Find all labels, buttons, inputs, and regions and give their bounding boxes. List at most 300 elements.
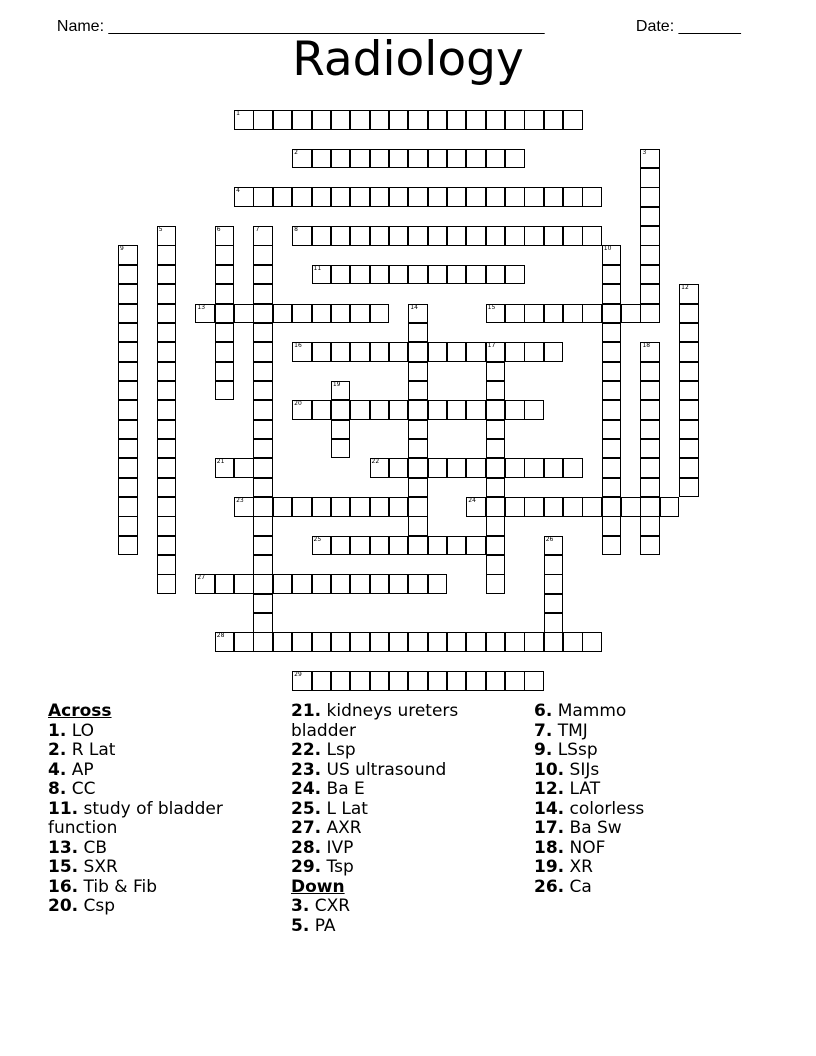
- grid-cell[interactable]: [312, 574, 332, 594]
- grid-cell[interactable]: [524, 304, 544, 324]
- grid-cell[interactable]: [370, 400, 390, 420]
- grid-cell[interactable]: [582, 304, 602, 324]
- grid-cell[interactable]: [331, 574, 351, 594]
- grid-cell[interactable]: [215, 304, 235, 324]
- grid-cell[interactable]: [370, 110, 390, 130]
- grid-cell[interactable]: [273, 187, 293, 207]
- grid-cell[interactable]: [408, 458, 428, 478]
- grid-cell[interactable]: [408, 497, 428, 517]
- grid-cell[interactable]: [524, 400, 544, 420]
- grid-cell[interactable]: [505, 304, 525, 324]
- grid-cell[interactable]: [195, 574, 215, 594]
- grid-cell[interactable]: [253, 362, 273, 382]
- grid-cell[interactable]: [602, 420, 622, 440]
- grid-cell[interactable]: [253, 187, 273, 207]
- grid-cell[interactable]: [524, 342, 544, 362]
- grid-cell[interactable]: [640, 458, 660, 478]
- grid-cell[interactable]: [118, 536, 138, 556]
- grid-cell[interactable]: [408, 381, 428, 401]
- grid-cell[interactable]: [157, 245, 177, 265]
- grid-cell[interactable]: [350, 497, 370, 517]
- grid-cell[interactable]: [312, 632, 332, 652]
- grid-cell[interactable]: [157, 362, 177, 382]
- grid-cell[interactable]: [234, 187, 254, 207]
- grid-cell[interactable]: [486, 149, 506, 169]
- grid-cell[interactable]: [118, 420, 138, 440]
- grid-cell[interactable]: [505, 458, 525, 478]
- grid-cell[interactable]: [118, 304, 138, 324]
- grid-cell[interactable]: [292, 342, 312, 362]
- grid-cell[interactable]: [253, 478, 273, 498]
- grid-cell[interactable]: [215, 284, 235, 304]
- grid-cell[interactable]: [602, 458, 622, 478]
- grid-cell[interactable]: [447, 149, 467, 169]
- grid-cell[interactable]: [428, 574, 448, 594]
- grid-cell[interactable]: [292, 632, 312, 652]
- grid-cell[interactable]: [602, 536, 622, 556]
- grid-cell[interactable]: [505, 632, 525, 652]
- grid-cell[interactable]: [331, 149, 351, 169]
- grid-cell[interactable]: [486, 555, 506, 575]
- grid-cell[interactable]: [408, 362, 428, 382]
- grid-cell[interactable]: [118, 284, 138, 304]
- grid-cell[interactable]: [679, 420, 699, 440]
- grid-cell[interactable]: [408, 110, 428, 130]
- grid-cell[interactable]: [466, 226, 486, 246]
- grid-cell[interactable]: [602, 342, 622, 362]
- grid-cell[interactable]: [428, 632, 448, 652]
- grid-cell[interactable]: [602, 362, 622, 382]
- grid-cell[interactable]: [544, 497, 564, 517]
- grid-cell[interactable]: [563, 187, 583, 207]
- grid-cell[interactable]: [118, 497, 138, 517]
- grid-cell[interactable]: [292, 187, 312, 207]
- grid-cell[interactable]: [292, 226, 312, 246]
- grid-cell[interactable]: [215, 245, 235, 265]
- grid-cell[interactable]: [640, 168, 660, 188]
- grid-cell[interactable]: [486, 400, 506, 420]
- grid-cell[interactable]: [640, 362, 660, 382]
- grid-cell[interactable]: [331, 110, 351, 130]
- grid-cell[interactable]: [408, 265, 428, 285]
- grid-cell[interactable]: [544, 226, 564, 246]
- grid-cell[interactable]: [234, 304, 254, 324]
- grid-cell[interactable]: [118, 381, 138, 401]
- grid-cell[interactable]: [331, 265, 351, 285]
- grid-cell[interactable]: [447, 536, 467, 556]
- grid-cell[interactable]: [408, 671, 428, 691]
- grid-cell[interactable]: [486, 265, 506, 285]
- grid-cell[interactable]: [312, 265, 332, 285]
- grid-cell[interactable]: [157, 555, 177, 575]
- grid-cell[interactable]: [408, 478, 428, 498]
- grid-cell[interactable]: [408, 342, 428, 362]
- grid-cell[interactable]: [544, 574, 564, 594]
- grid-cell[interactable]: [215, 265, 235, 285]
- grid-cell[interactable]: [389, 342, 409, 362]
- grid-cell[interactable]: [370, 149, 390, 169]
- grid-cell[interactable]: [350, 187, 370, 207]
- grid-cell[interactable]: [602, 400, 622, 420]
- grid-cell[interactable]: [253, 497, 273, 517]
- grid-cell[interactable]: [486, 536, 506, 556]
- grid-cell[interactable]: [350, 304, 370, 324]
- grid-cell[interactable]: [215, 632, 235, 652]
- grid-cell[interactable]: [679, 458, 699, 478]
- grid-cell[interactable]: [524, 632, 544, 652]
- grid-cell[interactable]: [640, 207, 660, 227]
- grid-cell[interactable]: [331, 671, 351, 691]
- grid-cell[interactable]: [563, 458, 583, 478]
- grid-cell[interactable]: [466, 400, 486, 420]
- grid-cell[interactable]: [640, 284, 660, 304]
- grid-cell[interactable]: [215, 458, 235, 478]
- grid-cell[interactable]: [544, 342, 564, 362]
- grid-cell[interactable]: [253, 400, 273, 420]
- grid-cell[interactable]: [350, 149, 370, 169]
- grid-cell[interactable]: [312, 342, 332, 362]
- grid-cell[interactable]: [253, 458, 273, 478]
- grid-cell[interactable]: [157, 516, 177, 536]
- grid-cell[interactable]: [312, 304, 332, 324]
- grid-cell[interactable]: [157, 478, 177, 498]
- grid-cell[interactable]: [389, 632, 409, 652]
- grid-cell[interactable]: [157, 284, 177, 304]
- grid-cell[interactable]: [370, 458, 390, 478]
- grid-cell[interactable]: [157, 304, 177, 324]
- grid-cell[interactable]: [234, 574, 254, 594]
- grid-cell[interactable]: [215, 226, 235, 246]
- grid-cell[interactable]: [234, 110, 254, 130]
- grid-cell[interactable]: [273, 574, 293, 594]
- grid-cell[interactable]: [486, 458, 506, 478]
- grid-cell[interactable]: [408, 323, 428, 343]
- grid-cell[interactable]: [640, 516, 660, 536]
- grid-cell[interactable]: [253, 439, 273, 459]
- grid-cell[interactable]: [253, 594, 273, 614]
- grid-cell[interactable]: [486, 671, 506, 691]
- grid-cell[interactable]: [331, 400, 351, 420]
- grid-cell[interactable]: [312, 226, 332, 246]
- grid-cell[interactable]: [679, 439, 699, 459]
- grid-cell[interactable]: [640, 226, 660, 246]
- grid-cell[interactable]: [253, 110, 273, 130]
- grid-cell[interactable]: [428, 226, 448, 246]
- grid-cell[interactable]: [582, 632, 602, 652]
- grid-cell[interactable]: [253, 420, 273, 440]
- grid-cell[interactable]: [118, 400, 138, 420]
- name-line[interactable]: _________________________________________________: [108, 18, 545, 35]
- grid-cell[interactable]: [350, 671, 370, 691]
- grid-cell[interactable]: [389, 226, 409, 246]
- grid-cell[interactable]: [640, 245, 660, 265]
- grid-cell[interactable]: [331, 381, 351, 401]
- grid-cell[interactable]: [428, 265, 448, 285]
- grid-cell[interactable]: [157, 458, 177, 478]
- grid-cell[interactable]: [679, 478, 699, 498]
- grid-cell[interactable]: [466, 632, 486, 652]
- grid-cell[interactable]: [350, 400, 370, 420]
- grid-cell[interactable]: [544, 613, 564, 633]
- grid-cell[interactable]: [505, 149, 525, 169]
- grid-cell[interactable]: [679, 362, 699, 382]
- grid-cell[interactable]: [544, 110, 564, 130]
- grid-cell[interactable]: [389, 110, 409, 130]
- grid-cell[interactable]: [312, 400, 332, 420]
- grid-cell[interactable]: [640, 342, 660, 362]
- grid-cell[interactable]: [350, 342, 370, 362]
- grid-cell[interactable]: [544, 458, 564, 478]
- grid-cell[interactable]: [389, 536, 409, 556]
- grid-cell[interactable]: [428, 458, 448, 478]
- grid-cell[interactable]: [524, 671, 544, 691]
- grid-cell[interactable]: [253, 265, 273, 285]
- grid-cell[interactable]: [253, 245, 273, 265]
- grid-cell[interactable]: [408, 574, 428, 594]
- grid-cell[interactable]: [466, 149, 486, 169]
- grid-cell[interactable]: [234, 458, 254, 478]
- grid-cell[interactable]: [370, 342, 390, 362]
- grid-cell[interactable]: [505, 110, 525, 130]
- grid-cell[interactable]: [370, 574, 390, 594]
- grid-cell[interactable]: [679, 342, 699, 362]
- grid-cell[interactable]: [118, 323, 138, 343]
- grid-cell[interactable]: [544, 555, 564, 575]
- grid-cell[interactable]: [253, 613, 273, 633]
- grid-cell[interactable]: [524, 458, 544, 478]
- grid-cell[interactable]: [505, 342, 525, 362]
- grid-cell[interactable]: [215, 381, 235, 401]
- grid-cell[interactable]: [447, 671, 467, 691]
- grid-cell[interactable]: [602, 245, 622, 265]
- grid-cell[interactable]: [582, 226, 602, 246]
- grid-cell[interactable]: [292, 304, 312, 324]
- grid-cell[interactable]: [486, 110, 506, 130]
- grid-cell[interactable]: [312, 497, 332, 517]
- grid-cell[interactable]: [486, 187, 506, 207]
- grid-cell[interactable]: [466, 536, 486, 556]
- grid-cell[interactable]: [486, 632, 506, 652]
- grid-cell[interactable]: [157, 536, 177, 556]
- grid-cell[interactable]: [253, 323, 273, 343]
- grid-cell[interactable]: [466, 342, 486, 362]
- grid-cell[interactable]: [118, 458, 138, 478]
- grid-cell[interactable]: [331, 342, 351, 362]
- grid-cell[interactable]: [679, 381, 699, 401]
- grid-cell[interactable]: [253, 284, 273, 304]
- grid-cell[interactable]: [602, 439, 622, 459]
- grid-cell[interactable]: [428, 110, 448, 130]
- grid-cell[interactable]: [331, 497, 351, 517]
- grid-cell[interactable]: [486, 497, 506, 517]
- grid-cell[interactable]: [563, 497, 583, 517]
- grid-cell[interactable]: [157, 323, 177, 343]
- grid-cell[interactable]: [602, 516, 622, 536]
- grid-cell[interactable]: [466, 497, 486, 517]
- grid-cell[interactable]: [195, 304, 215, 324]
- grid-cell[interactable]: [408, 187, 428, 207]
- grid-cell[interactable]: [350, 265, 370, 285]
- grid-cell[interactable]: [408, 536, 428, 556]
- grid-cell[interactable]: [428, 400, 448, 420]
- grid-cell[interactable]: [312, 149, 332, 169]
- grid-cell[interactable]: [486, 420, 506, 440]
- grid-cell[interactable]: [331, 304, 351, 324]
- grid-cell[interactable]: [253, 516, 273, 536]
- grid-cell[interactable]: [544, 632, 564, 652]
- grid-cell[interactable]: [640, 265, 660, 285]
- grid-cell[interactable]: [428, 536, 448, 556]
- grid-cell[interactable]: [679, 304, 699, 324]
- grid-cell[interactable]: [389, 574, 409, 594]
- grid-cell[interactable]: [389, 265, 409, 285]
- grid-cell[interactable]: [273, 304, 293, 324]
- grid-cell[interactable]: [118, 362, 138, 382]
- grid-cell[interactable]: [157, 400, 177, 420]
- grid-cell[interactable]: [408, 149, 428, 169]
- grid-cell[interactable]: [331, 187, 351, 207]
- grid-cell[interactable]: [370, 671, 390, 691]
- grid-cell[interactable]: [408, 516, 428, 536]
- grid-cell[interactable]: [428, 149, 448, 169]
- grid-cell[interactable]: [486, 226, 506, 246]
- grid-cell[interactable]: [118, 265, 138, 285]
- grid-cell[interactable]: [544, 304, 564, 324]
- grid-cell[interactable]: [447, 632, 467, 652]
- grid-cell[interactable]: [447, 265, 467, 285]
- grid-cell[interactable]: [640, 149, 660, 169]
- grid-cell[interactable]: [602, 323, 622, 343]
- grid-cell[interactable]: [466, 265, 486, 285]
- grid-cell[interactable]: [486, 304, 506, 324]
- grid-cell[interactable]: [428, 187, 448, 207]
- grid-cell[interactable]: [505, 497, 525, 517]
- grid-cell[interactable]: [486, 574, 506, 594]
- grid-cell[interactable]: [370, 632, 390, 652]
- grid-cell[interactable]: [292, 400, 312, 420]
- grid-cell[interactable]: [621, 497, 641, 517]
- grid-cell[interactable]: [640, 497, 660, 517]
- grid-cell[interactable]: [157, 420, 177, 440]
- grid-cell[interactable]: [408, 226, 428, 246]
- grid-cell[interactable]: [331, 632, 351, 652]
- grid-cell[interactable]: [157, 226, 177, 246]
- grid-cell[interactable]: [447, 400, 467, 420]
- grid-cell[interactable]: [389, 671, 409, 691]
- grid-cell[interactable]: [640, 478, 660, 498]
- grid-cell[interactable]: [215, 342, 235, 362]
- grid-cell[interactable]: [312, 536, 332, 556]
- grid-cell[interactable]: [312, 671, 332, 691]
- grid-cell[interactable]: [447, 342, 467, 362]
- grid-cell[interactable]: [389, 149, 409, 169]
- grid-cell[interactable]: [253, 574, 273, 594]
- grid-cell[interactable]: [602, 381, 622, 401]
- grid-cell[interactable]: [292, 671, 312, 691]
- grid-cell[interactable]: [486, 516, 506, 536]
- grid-cell[interactable]: [524, 226, 544, 246]
- grid-cell[interactable]: [253, 632, 273, 652]
- grid-cell[interactable]: [486, 362, 506, 382]
- grid-cell[interactable]: [428, 342, 448, 362]
- grid-cell[interactable]: [408, 439, 428, 459]
- grid-cell[interactable]: [350, 574, 370, 594]
- grid-cell[interactable]: [447, 110, 467, 130]
- grid-cell[interactable]: [640, 381, 660, 401]
- grid-cell[interactable]: [157, 265, 177, 285]
- grid-cell[interactable]: [563, 632, 583, 652]
- grid-cell[interactable]: [602, 478, 622, 498]
- grid-cell[interactable]: [640, 304, 660, 324]
- grid-cell[interactable]: [370, 536, 390, 556]
- grid-cell[interactable]: [370, 187, 390, 207]
- grid-cell[interactable]: [273, 497, 293, 517]
- grid-cell[interactable]: [389, 458, 409, 478]
- grid-cell[interactable]: [466, 110, 486, 130]
- grid-cell[interactable]: [118, 245, 138, 265]
- grid-cell[interactable]: [215, 323, 235, 343]
- grid-cell[interactable]: [157, 439, 177, 459]
- grid-cell[interactable]: [331, 226, 351, 246]
- grid-cell[interactable]: [505, 671, 525, 691]
- grid-cell[interactable]: [602, 265, 622, 285]
- grid-cell[interactable]: [524, 187, 544, 207]
- grid-cell[interactable]: [292, 497, 312, 517]
- grid-cell[interactable]: [679, 284, 699, 304]
- grid-cell[interactable]: [582, 187, 602, 207]
- grid-cell[interactable]: [466, 671, 486, 691]
- grid-cell[interactable]: [640, 420, 660, 440]
- grid-cell[interactable]: [157, 574, 177, 594]
- grid-cell[interactable]: [408, 400, 428, 420]
- grid-cell[interactable]: [157, 342, 177, 362]
- grid-cell[interactable]: [118, 516, 138, 536]
- grid-cell[interactable]: [640, 187, 660, 207]
- grid-cell[interactable]: [312, 187, 332, 207]
- grid-cell[interactable]: [524, 110, 544, 130]
- grid-cell[interactable]: [544, 594, 564, 614]
- grid-cell[interactable]: [447, 458, 467, 478]
- grid-cell[interactable]: [602, 497, 622, 517]
- grid-cell[interactable]: [389, 187, 409, 207]
- grid-cell[interactable]: [563, 226, 583, 246]
- grid-cell[interactable]: [370, 226, 390, 246]
- date-line[interactable]: _______: [678, 18, 741, 35]
- grid-cell[interactable]: [389, 497, 409, 517]
- grid-cell[interactable]: [408, 304, 428, 324]
- grid-cell[interactable]: [563, 110, 583, 130]
- grid-cell[interactable]: [157, 381, 177, 401]
- grid-cell[interactable]: [331, 420, 351, 440]
- grid-cell[interactable]: [486, 381, 506, 401]
- grid-cell[interactable]: [273, 110, 293, 130]
- grid-cell[interactable]: [292, 149, 312, 169]
- grid-cell[interactable]: [563, 304, 583, 324]
- grid-cell[interactable]: [253, 536, 273, 556]
- grid-cell[interactable]: [118, 342, 138, 362]
- grid-cell[interactable]: [253, 304, 273, 324]
- grid-cell[interactable]: [505, 265, 525, 285]
- grid-cell[interactable]: [389, 400, 409, 420]
- grid-cell[interactable]: [640, 536, 660, 556]
- grid-cell[interactable]: [350, 110, 370, 130]
- grid-cell[interactable]: [544, 536, 564, 556]
- grid-cell[interactable]: [253, 226, 273, 246]
- grid-cell[interactable]: [253, 555, 273, 575]
- grid-cell[interactable]: [679, 400, 699, 420]
- grid-cell[interactable]: [408, 632, 428, 652]
- grid-cell[interactable]: [640, 400, 660, 420]
